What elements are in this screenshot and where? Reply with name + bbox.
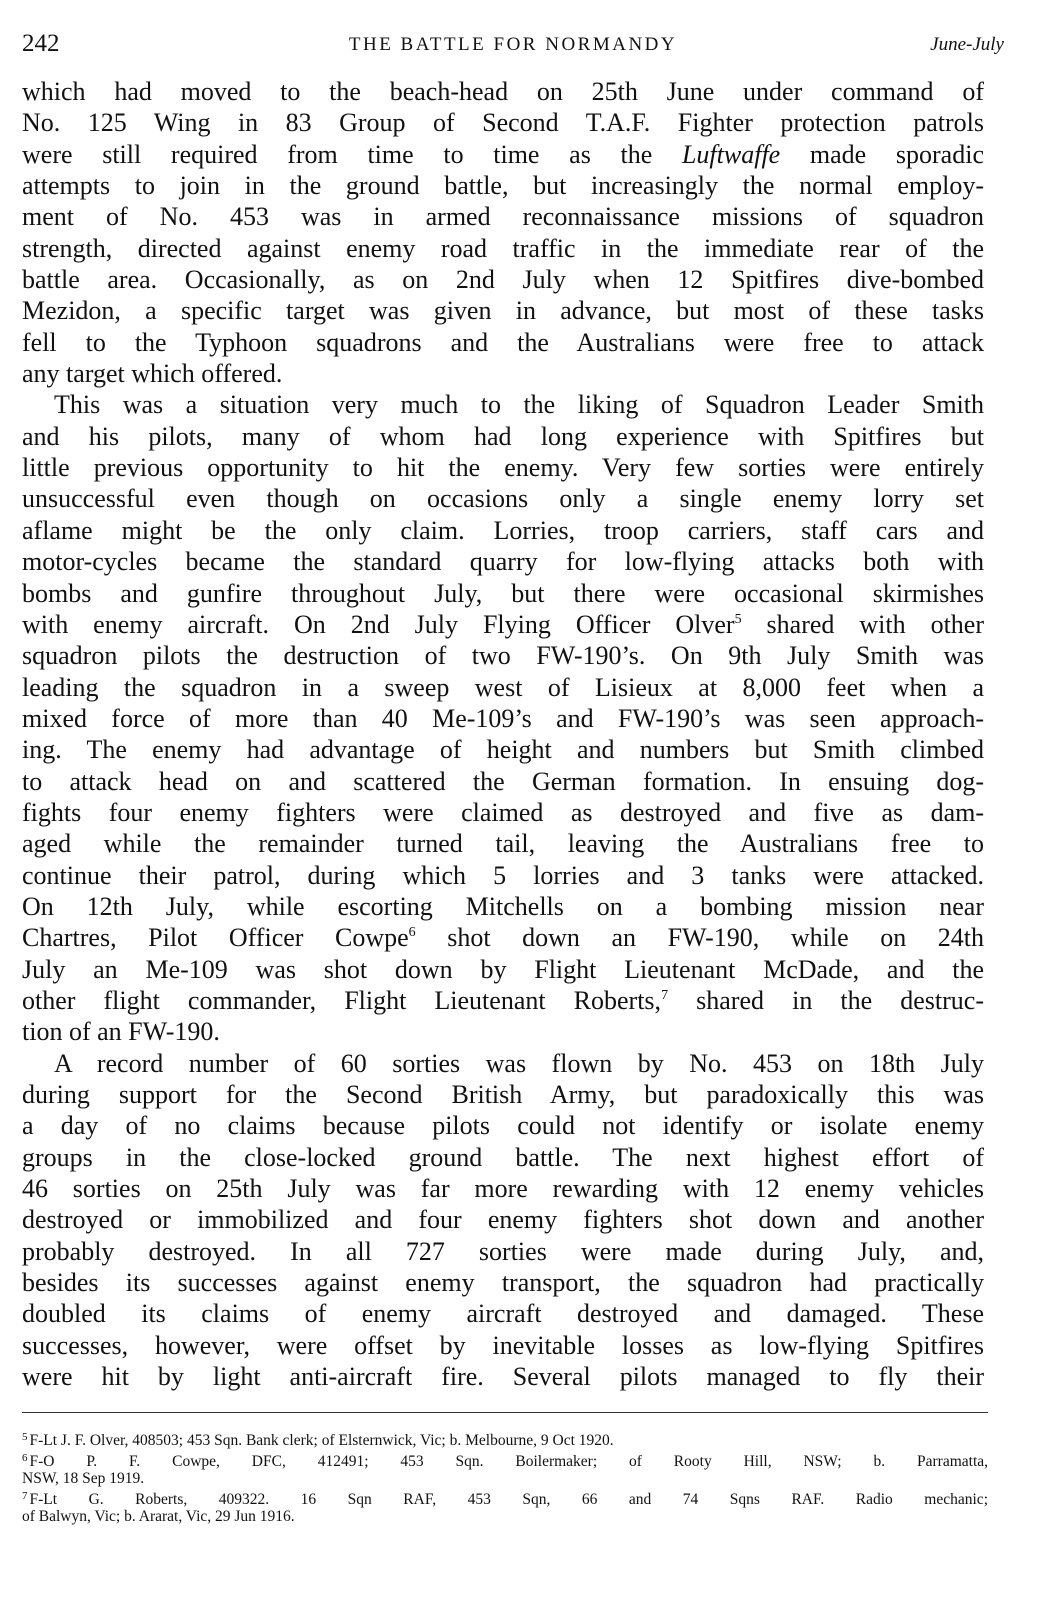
- text-line: successes, however, were offset by inevitable losses as low-flying Spitfires: [22, 1330, 984, 1360]
- text-line: A record number of 60 sorties was flown by No. 453 on 18th July: [54, 1048, 984, 1078]
- text-line: ing. The enemy had advantage of height and numbers but Smith climbed: [22, 735, 984, 765]
- text-line: destroyed or immobilized and four enemy fighters shot down and another: [22, 1205, 984, 1235]
- text-line: This was a situation very much to the liking of Squadron Leader Smith: [54, 390, 984, 420]
- text-line: other flight commander, Flight Lieutenant Roberts,$^7$ shared in the destruc-: [22, 985, 984, 1015]
- text-line: aged while the remainder turned tail, leaving the Australians free to: [22, 829, 984, 859]
- text-line: to attack head on and scattered the German formation. In ensuing dog-: [22, 766, 984, 796]
- footnote-divider: [22, 1412, 988, 1413]
- footnote-line: NSW, 18 Sep 1919.: [22, 1470, 145, 1487]
- footnote-mark: 6: [22, 1452, 28, 1464]
- text-line: probably destroyed. In all 727 sorties were made during July, and,: [22, 1236, 984, 1266]
- text-line: unsuccessful even though on occasions only a single enemy lorry set: [22, 484, 984, 514]
- text-line: leading the squadron in a sweep west of Lisieux at 8,000 feet when a: [22, 672, 984, 702]
- running-date-range: June-July: [930, 34, 1004, 55]
- text-line: July an Me-109 was shot down by Flight Lieutenant McDade, and the: [22, 954, 984, 984]
- text-line: and his pilots, many of whom had long experience with Spitfires but: [22, 421, 984, 451]
- text-line: On 12th July, while escorting Mitchells on a bombing mission near: [22, 891, 984, 921]
- footnote-ref: 6: [408, 925, 416, 941]
- footnote-line: $^7$ F-Lt G. Roberts, 409322. 16 Sqn RAF, 453 Sqn, 66 and 74 Sqns RAF. Radio mechanic;: [22, 1490, 988, 1508]
- footnote-ref: 5: [734, 611, 742, 627]
- text-line: fights four enemy fighters were claimed as destroyed and five as dam-: [22, 797, 984, 827]
- text-line: were still required from time to time as the Luftwaffe made sporadic: [22, 139, 984, 169]
- text-line: with enemy aircraft. On 2nd July Flying Officer Olver$^5$ shared with other: [22, 609, 984, 639]
- footnotes: [22, 1432, 988, 1529]
- footnote-mark: 7: [22, 1490, 28, 1502]
- text-line: were hit by light anti-aircraft fire. Several pilots managed to fly their: [22, 1362, 984, 1392]
- text-line: which had moved to the beach-head on 25th June under command of: [22, 77, 984, 106]
- text-line: fell to the Typhoon squadrons and the Australians were free to attack: [22, 327, 984, 357]
- body-text: [22, 76, 984, 1392]
- text-line: ment of No. 453 was in armed reconnaissance missions of squadron: [22, 202, 984, 232]
- text-line: doubled its claims of enemy aircraft destroyed and damaged. These: [22, 1299, 984, 1329]
- text-line: squadron pilots the destruction of two FW-190’s. On 9th July Smith was: [22, 641, 984, 671]
- footnote-line: of Balwyn, Vic; b. Ararat, Vic, 29 Jun 1916.: [22, 1508, 295, 1525]
- text-line: during support for the Second British Army, but paradoxically this was: [22, 1080, 984, 1109]
- text-line: continue their patrol, during which 5 lorries and 3 tanks were attacked.: [22, 860, 984, 890]
- text-line: Mezidon, a specific target was given in advance, but most of these tasks: [22, 296, 984, 326]
- text-line: Chartres, Pilot Officer Cowpe$^6$ shot down an FW-190, while on 24th: [22, 923, 984, 953]
- text-line: bombs and gunfire throughout July, but there were occasional skirmishes: [22, 578, 984, 608]
- text-line: 46 sorties on 25th July was far more rewarding with 12 enemy vehicles: [22, 1174, 984, 1204]
- text-line: tion of an FW-190.: [22, 1017, 220, 1047]
- text-line: motor-cycles became the standard quarry for low-flying attacks both with: [22, 547, 984, 577]
- page-number: 242: [22, 30, 60, 57]
- text-line: any target which offered.: [22, 359, 283, 389]
- text-line: attempts to join in the ground battle, but increasingly the normal employ-: [22, 171, 984, 201]
- text-line: aflame might be the only claim. Lorries, troop carriers, staff cars and: [22, 515, 984, 545]
- footnote-mark: 5: [22, 1431, 28, 1443]
- footnote-ref: 7: [661, 987, 669, 1003]
- text-line: besides its successes against enemy transport, the squadron had practically: [22, 1268, 984, 1298]
- italic-term: Luftwaffe: [681, 139, 781, 169]
- text-line: a day of no claims because pilots could not identify or isolate enemy: [22, 1111, 984, 1141]
- running-header: [22, 30, 1004, 66]
- text-line: mixed force of more than 40 Me-109’s and FW-190’s was seen approach-: [22, 703, 984, 733]
- running-title: THE BATTLE FOR NORMANDY: [348, 34, 678, 55]
- footnote-line: $^6$ F-O P. F. Cowpe, DFC, 412491; 453 Sqn. Boilermaker; of Rooty Hill, NSW; b. Parramatta,: [22, 1452, 988, 1470]
- text-line: No. 125 Wing in 83 Group of Second T.A.F. Fighter protection patrols: [22, 108, 984, 138]
- text-line: groups in the close-locked ground battle. The next highest effort of: [22, 1142, 984, 1172]
- footnote: [22, 1432, 988, 1449]
- footnote: [22, 1491, 988, 1525]
- text-line: little previous opportunity to hit the enemy. Very few sorties were entirely: [22, 453, 984, 483]
- footnote-line: $^5$ F-Lt J. F. Olver, 408503; 453 Sqn. Bank clerk; of Elsternwick, Vic; b. Melbourne, 9 Oct 1920.: [22, 1431, 614, 1449]
- text-line: strength, directed against enemy road traffic in the immediate rear of the: [22, 233, 984, 263]
- footnote: [22, 1453, 988, 1487]
- text-line: battle area. Occasionally, as on 2nd July when 12 Spitfires dive-bombed: [22, 265, 984, 295]
